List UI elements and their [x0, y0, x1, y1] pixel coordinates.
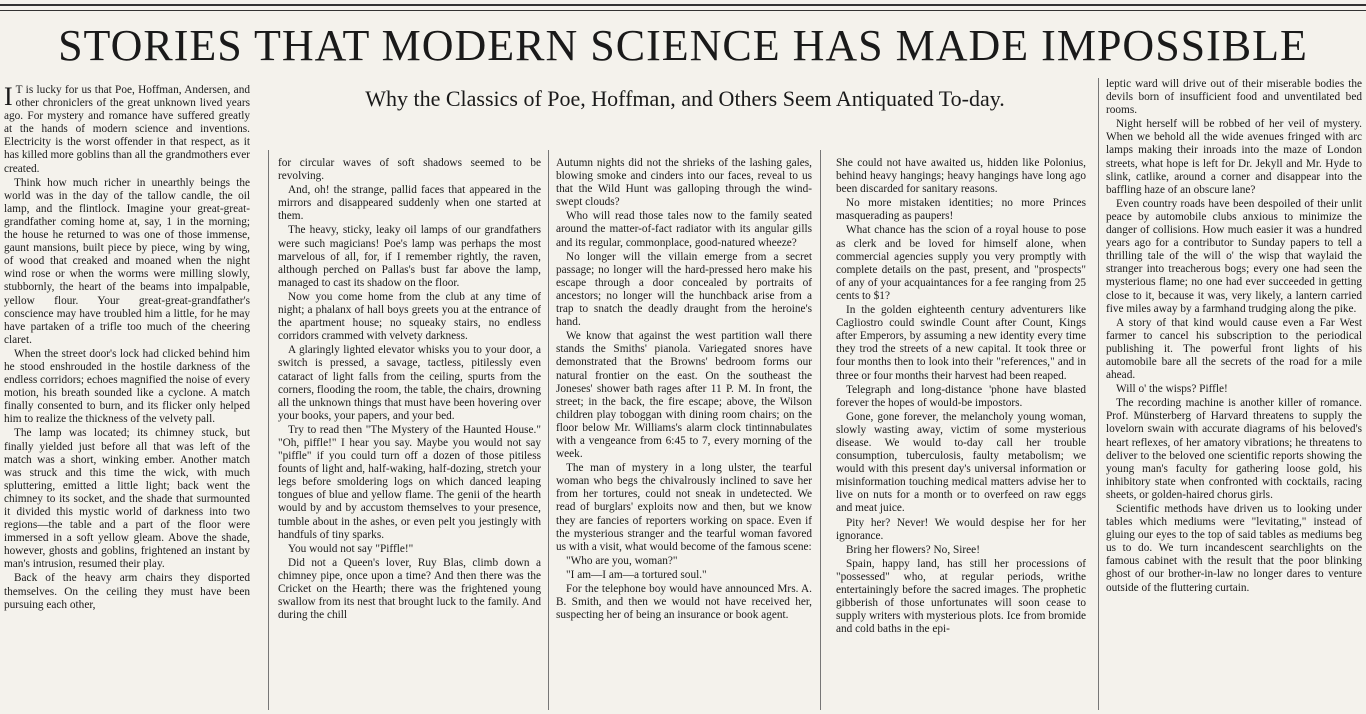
paragraph: No more mistaken identities; no more Princes masquerading as paupers! — [836, 197, 1086, 223]
headline-block — [0, 18, 1366, 74]
paragraph: When the street door's lock had clicked behind him he stood enshrouded in the hostile darkness of the endless corridors; echoes magnified the noise of every motion, his breath sounded like a cyclone. A match finally consented to burn, and its flicker only helped him to realize the thickness of the velvety pall. — [4, 347, 250, 426]
paragraph: She could not have awaited us, hidden like Polonius, behind heavy hangings; heavy hangings have long ago been discarded for sanitary reasons. — [836, 157, 1086, 196]
paragraph: A glaringly lighted elevator whisks you to your door, a switch is pressed, a savage, tactless, pitilessly even cataract of light falls from the ceiling, spurts from the corners, flooding the room, the table, the chairs, drowning all the unknown things that must have been hovering over your books, your papers, and your bed. — [278, 344, 541, 422]
top-rule-thin — [0, 10, 1366, 11]
paragraph: I T is lucky for us that Poe, Hoffman, Andersen, and other chroniclers of the great unknown lived years ago. For mystery and romance have suffered greatly at the hands of modern science and inventions. Electricity is the worst offender in that respect, as it has killed more goblins than all the grandmothers ever created. — [4, 84, 250, 175]
paragraph: Back of the heavy arm chairs they disported themselves. On the ceiling they must have been pursuing each other, — [4, 572, 250, 611]
paragraph: What chance has the scion of a royal house to pose as clerk and be loved for himself alone, when commercial agencies supply you very promptly with complete details on the past, present, and "prospects" of any of your acquaintances for a fee ranging from 25 cents to $1? — [836, 224, 1086, 302]
paragraph: For the telephone boy would have announced Mrs. A. B. Smith, and then we would not have received her, suspecting her of being an insurance or book agent. — [556, 583, 812, 622]
paragraph: leptic ward will drive out of their miserable bodies the devils born of insufficient food and unventilated bed rooms. — [1106, 78, 1362, 117]
paragraph: "I am—I am—a tortured soul." — [566, 568, 707, 581]
article-column-5 — [1106, 78, 1362, 712]
top-rule — [0, 4, 1366, 6]
paragraph: You would not say "Piffle!" — [288, 542, 414, 555]
paragraph: Think how much richer in unearthly beings the world was in the day of the tallow candle, the oil lamp, and the flintlock. Imagine your great-great-grandfather coming home at, say, 1 in the morning; the house he returned to was one of those immense, gaunt mansions, built piece by piece, wing by wing, of wood that creaked and moaned when the night wind rose or when the worms were milling slowly, stubbornly, the heart of the beams into impalpable, yellow flour. Your great-great-grandfather's conscience may have troubled him a little, for he may have partaken of a trifle too much of the cheering claret. — [4, 176, 250, 346]
paragraph: Scientific methods have driven us to looking under tables which mediums were "levitating," instead of gluing our eyes to the top of said tables as mediums beg us to do. We turn incandescent searchlights on the famous cabinet with the result that the poor blinking ghost of our brother-in-law no longer dares to venture outside of the fluttering curtain. — [1106, 503, 1362, 594]
paragraph: Spain, happy land, has still her processions of "possessed" who, at regular periods, writhe entertainingly before the sacred images. The prophetic gibberish of those unfortunates will soon cease to supply writers with mysterious plots. Ice from bromide and cold baths in the epi- — [836, 557, 1086, 636]
paragraph: Autumn nights did not the shrieks of the lashing gales, blowing smoke and cinders into our faces, reveal to us that the Wild Hunt was galloping through the wind-swept clouds? — [556, 157, 812, 209]
article-column-2 — [278, 157, 541, 712]
paragraph: Gone, gone forever, the melancholy young woman, slowly wasting away, victim of some mysterious disease. We would to-day call her trouble consumption, tuberculosis, faulty metabolism; we would with this present day's universal information or misinformation touching medical matters advise her to live on nuts for a month or to overfeed on raw eggs and meat juice. — [836, 410, 1086, 515]
drop-cap: I — [4, 84, 13, 111]
paragraph: Did not a Queen's lover, Ruy Blas, climb down a chimney pipe, once upon a time? And then there was the Cricket on the Hearth; there was the frightened young swallow from its nest that brought luck to the family. And during the chill — [278, 556, 541, 622]
paragraph: We know that against the west partition wall there stands the Smiths' pianola. Variegated snores have demonstrated that the Browns' bedroom forms our natural frontier on the east. On the southeast the Joneses' shower bath rages after 11 P. M. In front, the street; in the back, the fire escape; above, the Wilson children play toboggan with dining room chairs; on the floor below Mr. Williams's alarm clock tintinnabulates with a vengeance from 6:45 to 7, every morning of the week. — [556, 330, 812, 461]
paragraph: Pity her? Never! We would despise her for her ignorance. — [836, 516, 1086, 542]
paragraph: Even country roads have been despoiled of their unlit peace by automobile clubs anxious to minimize the danger of collisions. How much easier it was a hundred years ago for a contributor to Sunday papers to tell a thrilling tale of the will o' the wisp that waylaid the stranger into treacherous bogs; every one had seen the mysterious flame; no one had ever succeeded in getting close to it, because it was, very likely, a lantern carried five miles away by a farmhand trudging along the pike. — [1106, 197, 1362, 315]
headline: STORIES THAT MODERN SCIENCE HAS MADE IMPOSSIBLE — [58, 21, 1308, 70]
article-column-3 — [556, 157, 812, 712]
paragraph: The heavy, sticky, leaky oil lamps of our grandfathers were such magicians! Poe's lamp was perhaps the most marvelous of all, for, if I remember rightly, the raven, although perched on Pallas's bust far above the lamp, managed to cast its shadow on the floor. — [278, 224, 541, 289]
article-column-1 — [4, 84, 250, 712]
column-rule — [548, 150, 549, 710]
paragraph: Who will read those tales now to the family seated around the matter-of-fact radiator with its angular gills and its regular, commonplace, good-natured wheeze? — [556, 210, 812, 249]
paragraph: In the golden eighteenth century adventurers like Cagliostro could swindle Count after Count, Kings after Emperors, by assuming a new identity every time they trod the streets of a new capital. It took three or four months then to look into their "references," and in three or four months their harvest had been reaped. — [836, 304, 1086, 382]
paragraph: Try to read then "The Mystery of the Haunted House." "Oh, piffle!" I hear you say. Maybe you would not say "piffle" if you could turn off a dozen of those pitiless founts of light and, half-waking, half-dozing, stretch your legs before smoldering logs on which danced leaping tongues of blue and yellow flame. The genii of the hearth would by and by accustom themselves to your presence, tumble about in the ashes, or even pelt you jestingly with handfuls of tiny sparks. — [278, 423, 541, 541]
paragraph: for circular waves of soft shadows seemed to be revolving. — [278, 157, 541, 183]
paragraph: The lamp was located; its chimney stuck, but finally yielded just before all that was left of the match was a short, winking ember. Another match was struck and this time the wick, with much spluttering, emitted a little light; back went the chimney to its socket, and the shade that surmounted it divided this mystic world of darkness into two regions—the table and a part of the floor were immersed in a soft yellow gleam. Above the shade, however, ghosts and goblins, frightened an instant by man's intrusion, resumed their play. — [4, 427, 250, 571]
paragraph: And, oh! the strange, pallid faces that appeared in the mirrors and disappeared suddenly when one started at them. — [278, 184, 541, 223]
column-rule — [820, 150, 821, 710]
paragraph: The man of mystery in a long ulster, the tearful woman who begs the chivalrously inclined to save her from her tortures, could not sneak in undetected. We read of burglars' exploits now and then, but we know they are fancies of reporters working on space. Even if the mysterious stranger and the tearful woman favored us with a visit, what would become of the famous scene: — [556, 462, 812, 553]
article-column-4 — [836, 157, 1086, 712]
paragraph: Will o' the wisps? Piffle! — [1116, 383, 1228, 396]
paragraph: A story of that kind would cause even a Far West farmer to cancel his subscription to the periodical publishing it. The powerful front lights of his automobile bare all the secrets of the road for a mile ahead. — [1106, 316, 1362, 382]
paragraph: No longer will the villain emerge from a secret passage; no longer will the hard-pressed hero make his escape through a door concealed by portraits of ancestors; no longer will the hunchback arise from a trap to snatch the deadly draught from the heroine's hand. — [556, 250, 812, 329]
paragraph: The recording machine is another killer of romance. Prof. Münsterberg of Harvard threatens to supply the lovelorn swain with accurate diagrams of his beloved's heart reflexes, of her amatory vibrations; he threatens to deliver to the beloved one scientific reports showing the young man's faculty for gathering loose gold, his inhibitory state when confronted with cocktails, racing sheets, or golden-haired chorus girls. — [1106, 397, 1362, 501]
paragraph: "Who are you, woman?" — [566, 554, 678, 567]
subheadline: Why the Classics of Poe, Hoffman, and Others Seem Antiquated To-day. — [365, 86, 1005, 111]
paragraph: Bring her flowers? No, Siree! — [846, 543, 980, 556]
paragraph: Telegraph and long-distance 'phone have blasted forever the hopes of would-be impostors. — [836, 383, 1086, 409]
column-rule — [1098, 78, 1099, 710]
paragraph: Now you come home from the club at any time of night; a phalanx of hall boys greets you at the entrance of the apartment house; no squeaky stairs, no endless corridors crammed with velvety darkness. — [278, 290, 541, 343]
paragraph: Night herself will be robbed of her veil of mystery. When we behold all the wide avenues fringed with arc lamps making their inroads into the maze of London streets, what hope is left for Dr. Jekyll and Mr. Hyde to slink, catlike, around a corner and disappear into the baffling haze of an obscure lane? — [1106, 118, 1362, 196]
column-rule — [268, 150, 269, 710]
